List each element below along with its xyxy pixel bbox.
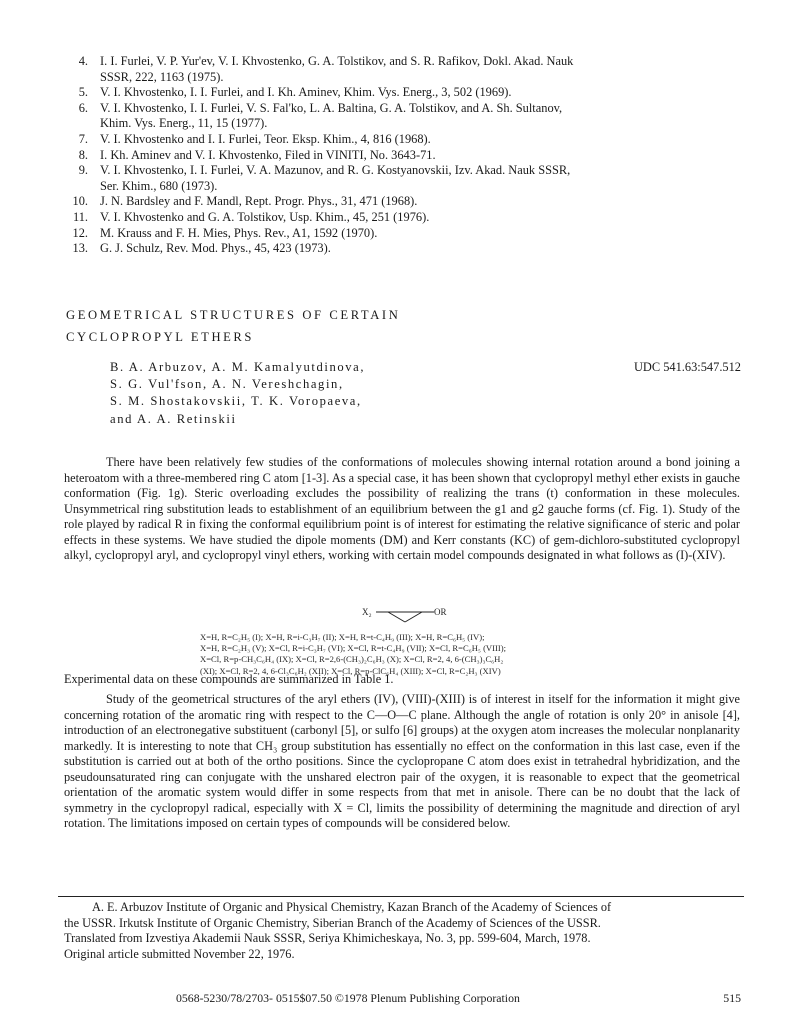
structure-left-label: X₂ [362,607,372,617]
reference-text: V. I. Khvostenko and I. I. Furlei, Teor. Eksp. Khim., 4, 816 (1968). [100,131,431,146]
copyright-line: 0568-5230/78/2703- 0515$07.50 ©1978 Plenum Publishing Corporation [176,991,520,1005]
reference-text: V. I. Khvostenko and G. A. Tolstikov, Usp. Khim., 45, 251 (1976). [100,209,430,224]
reference-text: I. Kh. Aminev and V. I. Khvostenko, Filed in VINITI, No. 3643-71. [100,147,436,162]
article-title: GEOMETRICAL STRUCTURES OF CERTAIN CYCLOPROPYL ETHERS [66,308,401,344]
reference-number: 13. [72,241,88,256]
body-paragraph-table-note: Experimental data on these compounds are summarized in Table 1. [64,672,394,686]
reference-text: V. I. Khvostenko, I. I. Furlei, and I. Kh. Aminev, Khim. Vys. Energ., 3, 502 (1969). [100,85,512,100]
cyclopropyl-structure [360,606,450,629]
reference-number: 9. [78,163,88,178]
reference-number: 11. [72,209,88,224]
udc-code: UDC 541.63:547.512 [633,360,741,374]
reference-item [58,148,758,164]
reference-item [58,194,758,210]
reference-item [58,241,758,257]
reference-number: 4. [78,54,88,68]
reference-item [58,226,758,242]
reference-item [58,210,758,226]
reference-text: V. I. Khvostenko, I. I. Furlei, V. S. Fal'ko, L. A. Baltina, G. A. Tolstikov, and A. Sh. Sultanov, Khim. Vys. Energ., 11, 15 (1977). [100,100,563,131]
reference-text: V. I. Khvostenko, I. I. Furlei, V. A. Mazunov, and R. G. Kostyanovskii, Izv. Akad. Nauk SSSR, Ser. Khim., 680 (1973). [100,163,571,193]
author-list: B. A. Arbuzov, A. M. Kamalyutdinova, S. G. Vul'fson, A. N. Vereshchagin, S. M. Shostakovskii, T. K. Voropaeva, and A. A. Retinskii [110,360,366,426]
reference-number: 5. [78,85,88,100]
reference-text: J. N. Bardsley and F. Mandl, Rept. Progr. Phys., 31, 471 (1968). [100,194,418,209]
body-paragraph-intro: There have been relatively few studies of the conformations of molecules showing internal rotation around a bond joining a heteroatom with a three-membered ring C atom [1-3]. As a special case, it has been shown that cyclopropyl methyl ether exists in gauche conformation (Fig. 1g). Steric overloading excludes the possibility of realizing the trans (t) conformation in these molecules. Unsymmetrical ring substitution leads to establishment of an equilibrium between the g1 and g2 gauche forms (cf. Fig. 1). Study of the role played by radical R in fixing the conformal equilibrium point is of interest for estimating the relative significance of steric and polar effects in these systems. We have studied the dipole moments (DM) and Kerr constants (KC) of gem-dichloro-substituted cyclopropyl alkyl, cyclopropyl aryl, and cyclopropyl vinyl ethers, working with certain model compounds designated in what follows as (I)-(XIV). [64,455,740,562]
structure-right-label: OR [434,607,447,617]
reference-item [58,54,758,85]
reference-text: M. Krauss and F. H. Mies, Phys. Rev., A1, 1592 (1970). [100,225,378,240]
reference-item [58,163,758,194]
reference-number: 6. [78,100,88,115]
affiliation-footnote: A. E. Arbuzov Institute of Organic and Physical Chemistry, Kazan Branch of the Academy of Sciences of the USSR. Irkutsk Institute of Organic Chemistry, Siberian Branch of the Academy of Sciences of the USSR. Translated from Izvestiya Akademii Nauk SSSR, Seriya Khimicheskaya, No. 3, pp. 599-604, March, 1978. Original article submitted November 22, 1976. [64,900,612,961]
reference-text: G. J. Schulz, Rev. Mod. Phys., 45, 423 (1973). [100,241,331,256]
reference-item [58,132,758,148]
reference-number: 12. [72,225,88,240]
page-number: 515 [723,991,741,1005]
reference-item [58,101,758,132]
reference-number: 8. [78,147,88,162]
reference-number: 7. [78,131,88,146]
compound-formula-list: X=H, R=C₂H₅ (I); X=H, R=i-C₃H₇ (II); X=H, R=t-C₄H₉ (III); X=H, R=C₆H₅ (IV); X=H, R=C₂H₃ (V); X=Cl, R=i-C₃H₇ (VI); X=Cl, R=t-C₄H₉ (VII); X=Cl, R=C₆H₅ (VIII); X=Cl, R=p-CH₃C₆H₄ (IX); X=Cl, R=2,6-(CH₃)₂C₆H₃ (X); X=Cl, R=2, 4, 6-(CH₃)₃C₆H₂ (XI); X=Cl, R=2, 4, 6-Cl₃C₆H₂ (XII); X=Cl, R=p-ClC₆H₄ (XIII); X=Cl, R=C₂H₃ (XIV) [200,632,506,676]
reference-text: I. I. Furlei, V. P. Yur'ev, V. I. Khvostenko, G. A. Tolstikov, and S. R. Rafikov, Dokl. Akad. Nauk SSSR, 222, 1163 (1975). [100,54,574,84]
reference-list [58,54,758,257]
body-paragraph-aryl-ethers: Study of the geometrical structures of the aryl ethers (IV), (VIII)-(XIII) is of interest in itself for the information it might give concerning rotation of the aromatic ring with respect to the C—O—C plane. Although the angle of rotation is only 20° in anisole [4], introduction of an electronegative substituent (carbonyl [5], or sulfo [6] groups) at the oxygen atom increases the molecular nonplanarity markedly. It is interesting to note that CH₃ group substitution has essentially no effect on the conformation in this last case, even if the substitution is carried out at both of the ortho positions. Since the cyclopropane C atom does exist in tetrahedral hybridization, and the pseudounsaturated ring can conjugate with the unshared electron pair of the oxygen, it is reasonable to expect that the geometrical orientation of the aromatic system would differ in some respects from that met in anisole. There can be no doubt that the lack of symmetry in the cyclopropyl radical, especially with X = Cl, limits the possibility of determining the magnitude and direction of aryl rotation. The limitations imposed on certain types of compounds will be considered below. [64,692,740,830]
reference-item [58,85,758,101]
reference-number: 10. [72,194,88,209]
footnote-divider [58,896,744,897]
cyclopropane-ring-icon [360,606,450,626]
